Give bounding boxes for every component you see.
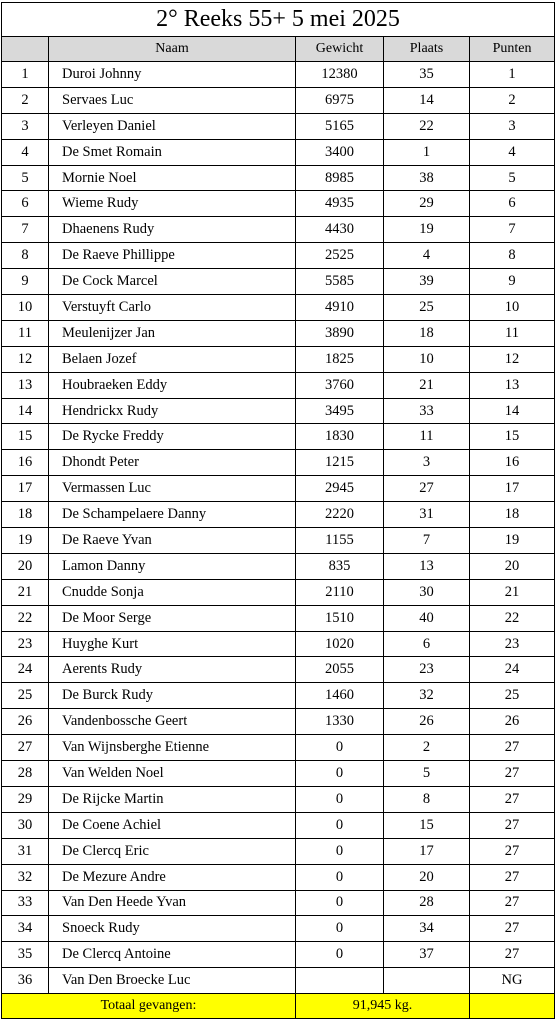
cell-nr: 14 xyxy=(2,398,49,424)
cell-gewicht: 3760 xyxy=(296,372,384,398)
table-row xyxy=(2,579,555,605)
cell-plaats: 39 xyxy=(384,269,470,295)
cell-gewicht: 0 xyxy=(296,735,384,761)
cell-punten: 14 xyxy=(470,398,555,424)
cell-punten: 2 xyxy=(470,87,555,113)
cell-nr: 27 xyxy=(2,735,49,761)
cell-punten: 23 xyxy=(470,631,555,657)
cell-naam: Houbraeken Eddy xyxy=(49,372,296,398)
total-value: 91,945 kg. xyxy=(296,994,470,1019)
cell-gewicht: 3400 xyxy=(296,139,384,165)
cell-naam: Dhaenens Rudy xyxy=(49,217,296,243)
total-row xyxy=(2,994,555,1019)
cell-nr: 22 xyxy=(2,605,49,631)
cell-plaats: 31 xyxy=(384,502,470,528)
cell-plaats: 34 xyxy=(384,916,470,942)
cell-punten: 20 xyxy=(470,553,555,579)
cell-nr: 15 xyxy=(2,424,49,450)
table-row xyxy=(2,217,555,243)
cell-punten: 27 xyxy=(470,812,555,838)
cell-plaats: 13 xyxy=(384,553,470,579)
table-row xyxy=(2,243,555,269)
cell-punten: 7 xyxy=(470,217,555,243)
cell-naam: Verleyen Daniel xyxy=(49,113,296,139)
cell-gewicht: 4430 xyxy=(296,217,384,243)
cell-plaats: 40 xyxy=(384,605,470,631)
cell-naam: Verstuyft Carlo xyxy=(49,295,296,321)
cell-plaats: 23 xyxy=(384,657,470,683)
page-title: 2° Reeks 55+ 5 mei 2025 xyxy=(2,3,555,37)
cell-naam: Meulenijzer Jan xyxy=(49,320,296,346)
cell-gewicht: 0 xyxy=(296,864,384,890)
cell-gewicht: 2055 xyxy=(296,657,384,683)
cell-punten: 27 xyxy=(470,942,555,968)
cell-plaats: 35 xyxy=(384,62,470,88)
cell-gewicht: 0 xyxy=(296,838,384,864)
cell-naam: Duroi Johnny xyxy=(49,62,296,88)
cell-nr: 10 xyxy=(2,295,49,321)
cell-naam: Servaes Luc xyxy=(49,87,296,113)
table-row xyxy=(2,942,555,968)
cell-punten: 27 xyxy=(470,890,555,916)
cell-nr: 1 xyxy=(2,62,49,88)
cell-nr: 25 xyxy=(2,683,49,709)
cell-naam: Huyghe Kurt xyxy=(49,631,296,657)
cell-naam: De Burck Rudy xyxy=(49,683,296,709)
cell-naam: Van Wijnsberghe Etienne xyxy=(49,735,296,761)
total-label: Totaal gevangen: xyxy=(2,994,296,1019)
table-row xyxy=(2,450,555,476)
cell-nr: 21 xyxy=(2,579,49,605)
cell-nr: 36 xyxy=(2,968,49,994)
cell-plaats: 30 xyxy=(384,579,470,605)
table-row xyxy=(2,864,555,890)
cell-nr: 2 xyxy=(2,87,49,113)
cell-naam: Van Den Heede Yvan xyxy=(49,890,296,916)
cell-nr: 30 xyxy=(2,812,49,838)
table-row xyxy=(2,87,555,113)
cell-plaats: 37 xyxy=(384,942,470,968)
cell-naam: De Cock Marcel xyxy=(49,269,296,295)
table-row xyxy=(2,398,555,424)
header-row xyxy=(2,37,555,62)
cell-punten: NG xyxy=(470,968,555,994)
cell-punten: 27 xyxy=(470,786,555,812)
cell-gewicht: 1330 xyxy=(296,709,384,735)
cell-naam: Aerents Rudy xyxy=(49,657,296,683)
header-gewicht: Gewicht xyxy=(296,37,384,62)
cell-naam: Wieme Rudy xyxy=(49,191,296,217)
cell-nr: 32 xyxy=(2,864,49,890)
cell-gewicht: 5165 xyxy=(296,113,384,139)
cell-naam: Van Welden Noel xyxy=(49,761,296,787)
cell-punten: 11 xyxy=(470,320,555,346)
cell-plaats: 22 xyxy=(384,113,470,139)
cell-plaats: 1 xyxy=(384,139,470,165)
table-row xyxy=(2,890,555,916)
cell-naam: Cnudde Sonja xyxy=(49,579,296,605)
cell-punten: 16 xyxy=(470,450,555,476)
cell-nr: 34 xyxy=(2,916,49,942)
cell-nr: 3 xyxy=(2,113,49,139)
cell-nr: 13 xyxy=(2,372,49,398)
table-row xyxy=(2,812,555,838)
cell-nr: 31 xyxy=(2,838,49,864)
cell-gewicht: 4935 xyxy=(296,191,384,217)
cell-gewicht: 12380 xyxy=(296,62,384,88)
cell-naam: Van Den Broecke Luc xyxy=(49,968,296,994)
cell-gewicht: 2525 xyxy=(296,243,384,269)
cell-punten: 27 xyxy=(470,735,555,761)
cell-plaats: 6 xyxy=(384,631,470,657)
table-row xyxy=(2,605,555,631)
table-row xyxy=(2,709,555,735)
cell-plaats: 15 xyxy=(384,812,470,838)
table-row xyxy=(2,657,555,683)
cell-naam: Vandenbossche Geert xyxy=(49,709,296,735)
cell-plaats: 7 xyxy=(384,528,470,554)
cell-plaats: 19 xyxy=(384,217,470,243)
cell-nr: 19 xyxy=(2,528,49,554)
cell-naam: De Coene Achiel xyxy=(49,812,296,838)
cell-plaats: 10 xyxy=(384,346,470,372)
cell-gewicht: 0 xyxy=(296,916,384,942)
cell-nr: 33 xyxy=(2,890,49,916)
cell-gewicht: 0 xyxy=(296,761,384,787)
cell-gewicht xyxy=(296,968,384,994)
cell-nr: 29 xyxy=(2,786,49,812)
cell-gewicht: 0 xyxy=(296,890,384,916)
cell-plaats: 11 xyxy=(384,424,470,450)
cell-plaats: 27 xyxy=(384,476,470,502)
cell-naam: Belaen Jozef xyxy=(49,346,296,372)
cell-nr: 4 xyxy=(2,139,49,165)
cell-punten: 18 xyxy=(470,502,555,528)
cell-nr: 16 xyxy=(2,450,49,476)
cell-plaats: 25 xyxy=(384,295,470,321)
cell-naam: Hendrickx Rudy xyxy=(49,398,296,424)
cell-gewicht: 1510 xyxy=(296,605,384,631)
cell-punten: 27 xyxy=(470,838,555,864)
cell-punten: 25 xyxy=(470,683,555,709)
cell-punten: 27 xyxy=(470,916,555,942)
table-row xyxy=(2,735,555,761)
cell-gewicht: 835 xyxy=(296,553,384,579)
cell-naam: De Clercq Eric xyxy=(49,838,296,864)
table-row xyxy=(2,62,555,88)
cell-nr: 26 xyxy=(2,709,49,735)
cell-plaats: 3 xyxy=(384,450,470,476)
header-naam: Naam xyxy=(49,37,296,62)
cell-nr: 24 xyxy=(2,657,49,683)
cell-plaats: 8 xyxy=(384,786,470,812)
cell-naam: De Raeve Phillippe xyxy=(49,243,296,269)
cell-plaats: 32 xyxy=(384,683,470,709)
cell-punten: 26 xyxy=(470,709,555,735)
cell-nr: 12 xyxy=(2,346,49,372)
cell-punten: 24 xyxy=(470,657,555,683)
table-row xyxy=(2,968,555,994)
cell-naam: Lamon Danny xyxy=(49,553,296,579)
cell-plaats: 4 xyxy=(384,243,470,269)
cell-gewicht: 3890 xyxy=(296,320,384,346)
cell-nr: 18 xyxy=(2,502,49,528)
header-punten: Punten xyxy=(470,37,555,62)
cell-nr: 23 xyxy=(2,631,49,657)
cell-nr: 7 xyxy=(2,217,49,243)
cell-punten: 3 xyxy=(470,113,555,139)
cell-naam: Dhondt Peter xyxy=(49,450,296,476)
table-row xyxy=(2,165,555,191)
cell-punten: 10 xyxy=(470,295,555,321)
cell-punten: 5 xyxy=(470,165,555,191)
cell-naam: De Smet Romain xyxy=(49,139,296,165)
table-row xyxy=(2,683,555,709)
cell-naam: De Mezure Andre xyxy=(49,864,296,890)
cell-nr: 6 xyxy=(2,191,49,217)
cell-naam: De Rycke Freddy xyxy=(49,424,296,450)
cell-gewicht: 4910 xyxy=(296,295,384,321)
table-row xyxy=(2,191,555,217)
cell-punten: 15 xyxy=(470,424,555,450)
cell-gewicht: 2945 xyxy=(296,476,384,502)
cell-plaats: 38 xyxy=(384,165,470,191)
table-row xyxy=(2,113,555,139)
cell-gewicht: 1215 xyxy=(296,450,384,476)
cell-punten: 6 xyxy=(470,191,555,217)
header-nr xyxy=(2,37,49,62)
cell-punten: 12 xyxy=(470,346,555,372)
table-row xyxy=(2,476,555,502)
results-table xyxy=(1,2,555,1019)
cell-nr: 17 xyxy=(2,476,49,502)
table-row xyxy=(2,761,555,787)
table-row xyxy=(2,838,555,864)
cell-plaats: 5 xyxy=(384,761,470,787)
cell-punten: 8 xyxy=(470,243,555,269)
title-row xyxy=(2,3,555,37)
cell-plaats: 18 xyxy=(384,320,470,346)
cell-gewicht: 1460 xyxy=(296,683,384,709)
table-row xyxy=(2,346,555,372)
cell-naam: De Schampelaere Danny xyxy=(49,502,296,528)
table-row xyxy=(2,372,555,398)
cell-plaats: 21 xyxy=(384,372,470,398)
cell-gewicht: 1825 xyxy=(296,346,384,372)
cell-nr: 20 xyxy=(2,553,49,579)
cell-punten: 27 xyxy=(470,761,555,787)
cell-plaats: 26 xyxy=(384,709,470,735)
table-row xyxy=(2,320,555,346)
cell-plaats: 20 xyxy=(384,864,470,890)
cell-naam: De Rijcke Martin xyxy=(49,786,296,812)
cell-gewicht: 6975 xyxy=(296,87,384,113)
cell-punten: 13 xyxy=(470,372,555,398)
table-row xyxy=(2,424,555,450)
cell-punten: 9 xyxy=(470,269,555,295)
cell-gewicht: 0 xyxy=(296,812,384,838)
cell-plaats: 2 xyxy=(384,735,470,761)
table-row xyxy=(2,553,555,579)
cell-gewicht: 2220 xyxy=(296,502,384,528)
cell-nr: 35 xyxy=(2,942,49,968)
cell-gewicht: 0 xyxy=(296,942,384,968)
cell-gewicht: 8985 xyxy=(296,165,384,191)
cell-plaats: 29 xyxy=(384,191,470,217)
cell-punten: 17 xyxy=(470,476,555,502)
cell-naam: De Moor Serge xyxy=(49,605,296,631)
cell-nr: 8 xyxy=(2,243,49,269)
cell-gewicht: 3495 xyxy=(296,398,384,424)
cell-gewicht: 1155 xyxy=(296,528,384,554)
cell-gewicht: 5585 xyxy=(296,269,384,295)
cell-gewicht: 1020 xyxy=(296,631,384,657)
cell-naam: Vermassen Luc xyxy=(49,476,296,502)
cell-plaats: 28 xyxy=(384,890,470,916)
cell-naam: De Clercq Antoine xyxy=(49,942,296,968)
cell-naam: De Raeve Yvan xyxy=(49,528,296,554)
table-row xyxy=(2,916,555,942)
table-row xyxy=(2,502,555,528)
cell-punten: 21 xyxy=(470,579,555,605)
cell-punten: 27 xyxy=(470,864,555,890)
cell-gewicht: 1830 xyxy=(296,424,384,450)
cell-punten: 19 xyxy=(470,528,555,554)
table-row xyxy=(2,139,555,165)
results-sheet xyxy=(1,2,554,1019)
total-empty-cell xyxy=(470,994,555,1019)
table-row xyxy=(2,631,555,657)
cell-gewicht: 0 xyxy=(296,786,384,812)
cell-punten: 22 xyxy=(470,605,555,631)
results-body xyxy=(2,62,555,994)
cell-nr: 28 xyxy=(2,761,49,787)
cell-punten: 1 xyxy=(470,62,555,88)
cell-plaats: 14 xyxy=(384,87,470,113)
table-row xyxy=(2,528,555,554)
table-row xyxy=(2,295,555,321)
cell-punten: 4 xyxy=(470,139,555,165)
cell-nr: 11 xyxy=(2,320,49,346)
cell-naam: Snoeck Rudy xyxy=(49,916,296,942)
cell-plaats xyxy=(384,968,470,994)
table-row xyxy=(2,786,555,812)
table-row xyxy=(2,269,555,295)
cell-plaats: 17 xyxy=(384,838,470,864)
cell-naam: Mornie Noel xyxy=(49,165,296,191)
cell-nr: 5 xyxy=(2,165,49,191)
cell-nr: 9 xyxy=(2,269,49,295)
cell-plaats: 33 xyxy=(384,398,470,424)
cell-gewicht: 2110 xyxy=(296,579,384,605)
header-plaats: Plaats xyxy=(384,37,470,62)
